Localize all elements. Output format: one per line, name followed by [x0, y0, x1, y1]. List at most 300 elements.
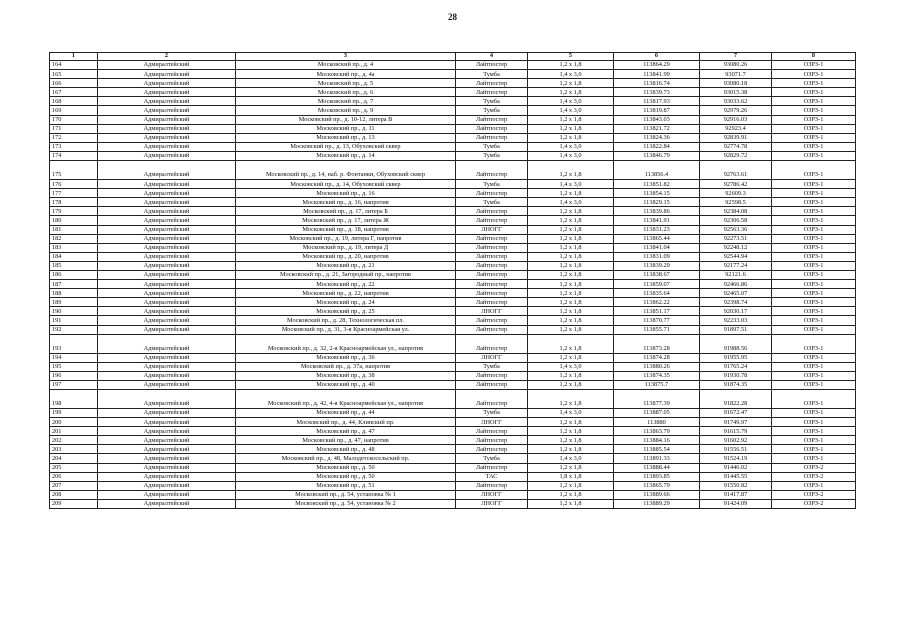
size-cell: 1,4 x 3,0: [528, 97, 614, 106]
row-number-cell: 199: [50, 409, 98, 418]
zone-cell: ОЗРЗ-1: [772, 289, 856, 298]
zone-cell: ОЗРЗ-1: [772, 436, 856, 445]
row-number-cell: 189: [50, 298, 98, 307]
coord-x-cell: 113888.44: [614, 463, 700, 472]
zone-cell: ОЗРЗ-1: [772, 180, 856, 189]
structure-type-cell: ТАС: [456, 472, 528, 481]
address-cell: Московский пр., д. 47: [236, 427, 456, 436]
coord-x-cell: 113846.79: [614, 151, 700, 160]
coord-y-cell: 92306.58: [700, 216, 772, 225]
structure-type-cell: ЛНОГГ: [456, 499, 528, 508]
structure-type-cell: Тумба: [456, 97, 528, 106]
size-cell: 1,4 x 3,0: [528, 362, 614, 371]
structure-type-cell: Лайтпостер: [456, 79, 528, 88]
address-cell: Московский пр., д. 44, Клинский пр.: [236, 418, 456, 427]
zone-cell: ОЗРЗ-1: [772, 427, 856, 436]
zone-cell: ОЗРЗ-2: [772, 463, 856, 472]
district-cell: Адмиралтейский: [98, 325, 236, 334]
address-cell: Московский пр., д. 24: [236, 298, 456, 307]
row-number-cell: 193: [50, 334, 98, 353]
district-cell: Адмиралтейский: [98, 70, 236, 79]
district-cell: Адмиралтейский: [98, 243, 236, 252]
coord-x-cell: 113864.29: [614, 61, 700, 70]
table-row: [50, 243, 856, 252]
size-cell: 1,4 x 3,0: [528, 454, 614, 463]
size-cell: 1,2 x 1,8: [528, 88, 614, 97]
row-number-cell: 203: [50, 445, 98, 454]
advertising-structures-table: [49, 52, 856, 509]
address-cell: Московский пр., д. 44: [236, 409, 456, 418]
district-cell: Адмиралтейский: [98, 261, 236, 270]
size-cell: 1,2 x 1,8: [528, 280, 614, 289]
district-cell: Адмиралтейский: [98, 445, 236, 454]
table-row: [50, 325, 856, 334]
size-cell: 1,2 x 1,8: [528, 334, 614, 353]
coord-y-cell: 91988.56: [700, 334, 772, 353]
structure-type-cell: Лайтпостер: [456, 189, 528, 198]
address-cell: Московский пр., д. 20, напротив: [236, 252, 456, 261]
structure-type-cell: Лайтпостер: [456, 371, 528, 380]
row-number-cell: 205: [50, 463, 98, 472]
size-cell: 1,2 x 1,8: [528, 207, 614, 216]
coord-x-cell: 113865.79: [614, 481, 700, 490]
size-cell: 1,4 x 3,0: [528, 198, 614, 207]
structure-type-cell: Тумба: [456, 198, 528, 207]
coord-y-cell: 91417.87: [700, 490, 772, 499]
row-number-cell: 167: [50, 88, 98, 97]
coord-x-cell: 113856.4: [614, 161, 700, 180]
row-number-cell: 191: [50, 316, 98, 325]
coord-y-cell: 91556.51: [700, 445, 772, 454]
coord-y-cell: 91765.24: [700, 362, 772, 371]
coord-x-cell: 113859.07: [614, 280, 700, 289]
table-row: [50, 151, 856, 160]
table-row: [50, 180, 856, 189]
row-number-cell: 165: [50, 70, 98, 79]
coord-x-cell: 113835.64: [614, 289, 700, 298]
row-number-cell: 166: [50, 79, 98, 88]
district-cell: Адмиралтейский: [98, 371, 236, 380]
district-cell: Адмиралтейский: [98, 481, 236, 490]
size-cell: 1,2 x 1,8: [528, 270, 614, 279]
structure-type-cell: ЛНОГГ: [456, 225, 528, 234]
structure-type-cell: Лайтпостер: [456, 463, 528, 472]
address-cell: Московский пр., д. 38: [236, 371, 456, 380]
coord-x-cell: 113841.91: [614, 216, 700, 225]
row-number-cell: 202: [50, 436, 98, 445]
address-cell: Московский пр., д. 48: [236, 445, 456, 454]
zone-cell: ОЗРЗ-1: [772, 445, 856, 454]
structure-type-cell: Лайтпостер: [456, 133, 528, 142]
district-cell: Адмиралтейский: [98, 124, 236, 133]
coord-y-cell: 91602.92: [700, 436, 772, 445]
coord-y-cell: 92763.61: [700, 161, 772, 180]
table-row: [50, 445, 856, 454]
zone-cell: ОЗРЗ-1: [772, 133, 856, 142]
structure-type-cell: Лайтпостер: [456, 436, 528, 445]
coord-x-cell: 113865.44: [614, 234, 700, 243]
coord-y-cell: 92465.07: [700, 289, 772, 298]
table-header-row: [50, 53, 856, 61]
structure-type-cell: Тумба: [456, 409, 528, 418]
district-cell: Адмиралтейский: [98, 472, 236, 481]
coord-y-cell: 91955.95: [700, 353, 772, 362]
table-row: [50, 270, 856, 279]
structure-type-cell: Лайтпостер: [456, 234, 528, 243]
structure-type-cell: Лайтпостер: [456, 207, 528, 216]
district-cell: Адмиралтейский: [98, 225, 236, 234]
address-cell: Московский пр., д. 14: [236, 151, 456, 160]
district-cell: Адмиралтейский: [98, 490, 236, 499]
row-number-cell: 195: [50, 362, 98, 371]
zone-cell: ОЗРЗ-1: [772, 198, 856, 207]
structure-type-cell: ЛНОГГ: [456, 418, 528, 427]
table-body: [50, 61, 856, 509]
district-cell: Адмиралтейский: [98, 316, 236, 325]
structure-type-cell: Тумба: [456, 454, 528, 463]
coord-x-cell: 113821.72: [614, 124, 700, 133]
district-cell: Адмиралтейский: [98, 454, 236, 463]
address-cell: Московский пр., д. 14, Обуховский сквер: [236, 180, 456, 189]
district-cell: Адмиралтейский: [98, 289, 236, 298]
coord-y-cell: 92786.42: [700, 180, 772, 189]
coord-x-cell: 113862.22: [614, 298, 700, 307]
table-row: [50, 133, 856, 142]
table-row: [50, 418, 856, 427]
row-number-cell: 172: [50, 133, 98, 142]
row-number-cell: 178: [50, 198, 98, 207]
coord-x-cell: 113831.23: [614, 225, 700, 234]
zone-cell: ОЗРЗ-1: [772, 151, 856, 160]
structure-type-cell: ЛНОГГ: [456, 307, 528, 316]
table-row: [50, 371, 856, 380]
district-cell: Адмиралтейский: [98, 115, 236, 124]
coord-x-cell: 113817.93: [614, 97, 700, 106]
district-cell: Адмиралтейский: [98, 88, 236, 97]
district-cell: Адмиралтейский: [98, 427, 236, 436]
row-number-cell: 208: [50, 490, 98, 499]
table-row: [50, 499, 856, 508]
table-row: [50, 79, 856, 88]
coord-y-cell: 91897.51: [700, 325, 772, 334]
size-cell: 1,2 x 1,8: [528, 481, 614, 490]
zone-cell: ОЗРЗ-1: [772, 234, 856, 243]
row-number-cell: 168: [50, 97, 98, 106]
address-cell: Московский пр., д. 11: [236, 124, 456, 133]
address-cell: Московский пр., д. 50: [236, 472, 456, 481]
coord-y-cell: 92248.12: [700, 243, 772, 252]
address-cell: Московский пр., д. 48, Малодетскосельский пр.: [236, 454, 456, 463]
table-row: [50, 225, 856, 234]
address-cell: Московский пр., д. 31, 3-я Красноармейская ул.: [236, 325, 456, 334]
zone-cell: ОЗРЗ-1: [772, 418, 856, 427]
address-cell: Московский пр., д. 50: [236, 463, 456, 472]
coord-y-cell: 91446.02: [700, 463, 772, 472]
coord-x-cell: 113838.67: [614, 270, 700, 279]
coord-x-cell: 113889.66: [614, 490, 700, 499]
structure-type-cell: Тумба: [456, 70, 528, 79]
size-cell: 1,2 x 1,8: [528, 418, 614, 427]
district-cell: Адмиралтейский: [98, 307, 236, 316]
coord-x-cell: 113829.15: [614, 198, 700, 207]
table-row: [50, 252, 856, 261]
district-cell: Адмиралтейский: [98, 161, 236, 180]
coord-y-cell: 92979.26: [700, 106, 772, 115]
size-cell: 1,2 x 1,8: [528, 79, 614, 88]
table-row: [50, 472, 856, 481]
coord-x-cell: 113824.36: [614, 133, 700, 142]
address-cell: Московский пр., д. 7: [236, 97, 456, 106]
district-cell: Адмиралтейский: [98, 133, 236, 142]
district-cell: Адмиралтейский: [98, 207, 236, 216]
size-cell: 1,2 x 1,8: [528, 316, 614, 325]
table-row: [50, 115, 856, 124]
row-number-cell: 185: [50, 261, 98, 270]
table-row: [50, 298, 856, 307]
column-header: 1: [50, 53, 98, 61]
size-cell: 1,2 x 1,8: [528, 115, 614, 124]
zone-cell: ОЗРЗ-1: [772, 390, 856, 409]
address-cell: Московский пр., д. 28, Технологическая пл.: [236, 316, 456, 325]
row-number-cell: 201: [50, 427, 98, 436]
table-row: [50, 316, 856, 325]
coord-x-cell: 113880: [614, 418, 700, 427]
structure-type-cell: Лайтпостер: [456, 380, 528, 389]
coord-x-cell: 113875.7: [614, 380, 700, 389]
zone-cell: ОЗРЗ-1: [772, 252, 856, 261]
structure-type-cell: Лайтпостер: [456, 325, 528, 334]
row-number-cell: 188: [50, 289, 98, 298]
coord-y-cell: 91930.78: [700, 371, 772, 380]
size-cell: 1,2 x 1,8: [528, 371, 614, 380]
row-number-cell: 179: [50, 207, 98, 216]
structure-type-cell: Тумба: [456, 180, 528, 189]
column-header: 8: [772, 53, 856, 61]
row-number-cell: 171: [50, 124, 98, 133]
address-cell: Московский пр., д. 19, литера Д: [236, 243, 456, 252]
row-number-cell: 209: [50, 499, 98, 508]
size-cell: 1,4 x 3,0: [528, 151, 614, 160]
row-number-cell: 192: [50, 325, 98, 334]
structure-type-cell: Лайтпостер: [456, 124, 528, 133]
district-cell: Адмиралтейский: [98, 380, 236, 389]
address-cell: Московский пр., д. 51: [236, 481, 456, 490]
address-cell: Московский пр., д. 16: [236, 189, 456, 198]
size-cell: 1,2 x 1,8: [528, 261, 614, 270]
coord-x-cell: 113851.17: [614, 307, 700, 316]
table-row: [50, 124, 856, 133]
structure-type-cell: Тумба: [456, 151, 528, 160]
column-header: 2: [98, 53, 236, 61]
row-number-cell: 181: [50, 225, 98, 234]
district-cell: Адмиралтейский: [98, 142, 236, 151]
coord-y-cell: 92563.36: [700, 225, 772, 234]
coord-y-cell: 92177.24: [700, 261, 772, 270]
zone-cell: ОЗРЗ-1: [772, 88, 856, 97]
address-cell: Московский пр., д. 32, 2-я Красноармейская ул., напротив: [236, 334, 456, 353]
district-cell: Адмиралтейский: [98, 499, 236, 508]
size-cell: 1,2 x 1,8: [528, 133, 614, 142]
structure-type-cell: Лайтпостер: [456, 445, 528, 454]
size-cell: 1,2 x 1,8: [528, 289, 614, 298]
row-number-cell: 175: [50, 161, 98, 180]
coord-x-cell: 113816.74: [614, 79, 700, 88]
structure-type-cell: Тумба: [456, 106, 528, 115]
coord-x-cell: 113877.39: [614, 390, 700, 409]
coord-x-cell: 113873.28: [614, 334, 700, 353]
district-cell: Адмиралтейский: [98, 334, 236, 353]
structure-type-cell: ЛНОГГ: [456, 353, 528, 362]
table-row: [50, 216, 856, 225]
address-cell: Московский пр., д. 37а, напротив: [236, 362, 456, 371]
coord-y-cell: 92598.5: [700, 198, 772, 207]
size-cell: 1,2 x 1,8: [528, 124, 614, 133]
coord-x-cell: 113887.05: [614, 409, 700, 418]
column-header: 6: [614, 53, 700, 61]
row-number-cell: 177: [50, 189, 98, 198]
zone-cell: ОЗРЗ-1: [772, 353, 856, 362]
zone-cell: ОЗРЗ-1: [772, 307, 856, 316]
coord-y-cell: 92233.03: [700, 316, 772, 325]
size-cell: 1,4 x 3,0: [528, 142, 614, 151]
coord-y-cell: 92544.94: [700, 252, 772, 261]
coord-x-cell: 113839.86: [614, 207, 700, 216]
row-number-cell: 206: [50, 472, 98, 481]
structure-type-cell: Лайтпостер: [456, 252, 528, 261]
zone-cell: ОЗРЗ-1: [772, 270, 856, 279]
coord-x-cell: 113874.28: [614, 353, 700, 362]
size-cell: 1,2 x 1,8: [528, 353, 614, 362]
address-cell: Московский пр., д. 25: [236, 307, 456, 316]
table-row: [50, 198, 856, 207]
district-cell: Адмиралтейский: [98, 151, 236, 160]
district-cell: Адмиралтейский: [98, 106, 236, 115]
zone-cell: ОЗРЗ-1: [772, 142, 856, 151]
table-row: [50, 390, 856, 409]
coord-y-cell: 93080.18: [700, 79, 772, 88]
coord-y-cell: 93071.7: [700, 70, 772, 79]
table-row: [50, 88, 856, 97]
address-cell: Московский пр., д. 42, 4-я Красноармейская ул., напротив: [236, 390, 456, 409]
coord-y-cell: 91524.19: [700, 454, 772, 463]
coord-y-cell: 92923.4: [700, 124, 772, 133]
row-number-cell: 183: [50, 243, 98, 252]
table-row: [50, 289, 856, 298]
address-cell: Московский пр., д. 4: [236, 61, 456, 70]
coord-y-cell: 92273.51: [700, 234, 772, 243]
coord-x-cell: 113891.33: [614, 454, 700, 463]
row-number-cell: 190: [50, 307, 98, 316]
size-cell: 1,4 x 3,0: [528, 180, 614, 189]
coord-x-cell: 113841.99: [614, 70, 700, 79]
size-cell: 1,4 x 3,0: [528, 409, 614, 418]
column-header: 3: [236, 53, 456, 61]
table-row: [50, 106, 856, 115]
table-row: [50, 427, 856, 436]
size-cell: 1,8 x 1,8: [528, 472, 614, 481]
coord-x-cell: 113889.29: [614, 499, 700, 508]
table-row: [50, 409, 856, 418]
structure-type-cell: Лайтпостер: [456, 115, 528, 124]
zone-cell: ОЗРЗ-1: [772, 124, 856, 133]
structure-type-cell: ЛНОГГ: [456, 490, 528, 499]
size-cell: 1,4 x 3,0: [528, 70, 614, 79]
address-cell: Московский пр., д. 47, напротив: [236, 436, 456, 445]
zone-cell: ОЗРЗ-1: [772, 79, 856, 88]
zone-cell: ОЗРЗ-1: [772, 371, 856, 380]
row-number-cell: 197: [50, 380, 98, 389]
zone-cell: ОЗРЗ-1: [772, 106, 856, 115]
district-cell: Адмиралтейский: [98, 353, 236, 362]
district-cell: Адмиралтейский: [98, 180, 236, 189]
zone-cell: ОЗРЗ-1: [772, 189, 856, 198]
address-cell: Московский пр., д. 14, наб. р. Фонтанки, Обуховский сквер: [236, 161, 456, 180]
coord-y-cell: 91874.35: [700, 380, 772, 389]
table-row: [50, 481, 856, 490]
row-number-cell: 196: [50, 371, 98, 380]
size-cell: 1,2 x 1,8: [528, 490, 614, 499]
coord-y-cell: 92774.78: [700, 142, 772, 151]
coord-x-cell: 113839.73: [614, 88, 700, 97]
zone-cell: ОЗРЗ-1: [772, 97, 856, 106]
column-header: 5: [528, 53, 614, 61]
table-row: [50, 234, 856, 243]
row-number-cell: 186: [50, 270, 98, 279]
structure-type-cell: Лайтпостер: [456, 88, 528, 97]
zone-cell: ОЗРЗ-1: [772, 216, 856, 225]
district-cell: Адмиралтейский: [98, 270, 236, 279]
coord-x-cell: 113870.77: [614, 316, 700, 325]
zone-cell: ОЗРЗ-1: [772, 298, 856, 307]
row-number-cell: 187: [50, 280, 98, 289]
zone-cell: ОЗРЗ-1: [772, 334, 856, 353]
zone-cell: ОЗРЗ-2: [772, 472, 856, 481]
coord-x-cell: 113851.82: [614, 180, 700, 189]
row-number-cell: 174: [50, 151, 98, 160]
zone-cell: ОЗРЗ-1: [772, 454, 856, 463]
address-cell: Московский пр., д. 16, напротив: [236, 198, 456, 207]
table-row: [50, 463, 856, 472]
column-header: 4: [456, 53, 528, 61]
district-cell: Адмиралтейский: [98, 418, 236, 427]
row-number-cell: 176: [50, 180, 98, 189]
row-number-cell: 170: [50, 115, 98, 124]
row-number-cell: 182: [50, 234, 98, 243]
address-cell: Московский пр., д. 4а: [236, 70, 456, 79]
coord-x-cell: 113822.84: [614, 142, 700, 151]
coord-y-cell: 92466.86: [700, 280, 772, 289]
zone-cell: ОЗРЗ-2: [772, 490, 856, 499]
size-cell: 1,2 x 1,8: [528, 436, 614, 445]
zone-cell: ОЗРЗ-1: [772, 70, 856, 79]
coord-x-cell: 113885.54: [614, 445, 700, 454]
size-cell: 1,2 x 1,8: [528, 307, 614, 316]
address-cell: Московский пр., д. 22: [236, 280, 456, 289]
zone-cell: ОЗРЗ-1: [772, 362, 856, 371]
table-row: [50, 97, 856, 106]
coord-y-cell: 92384.08: [700, 207, 772, 216]
structure-type-cell: Лайтпостер: [456, 481, 528, 490]
address-cell: Московский пр., д. 5: [236, 79, 456, 88]
table-row: [50, 61, 856, 70]
address-cell: Московский пр., д. 19, литера Г, напротив: [236, 234, 456, 243]
zone-cell: ОЗРЗ-1: [772, 481, 856, 490]
structure-type-cell: Лайтпостер: [456, 289, 528, 298]
table-row: [50, 490, 856, 499]
size-cell: 1,2 x 1,8: [528, 325, 614, 334]
zone-cell: ОЗРЗ-1: [772, 61, 856, 70]
size-cell: 1,2 x 1,8: [528, 161, 614, 180]
